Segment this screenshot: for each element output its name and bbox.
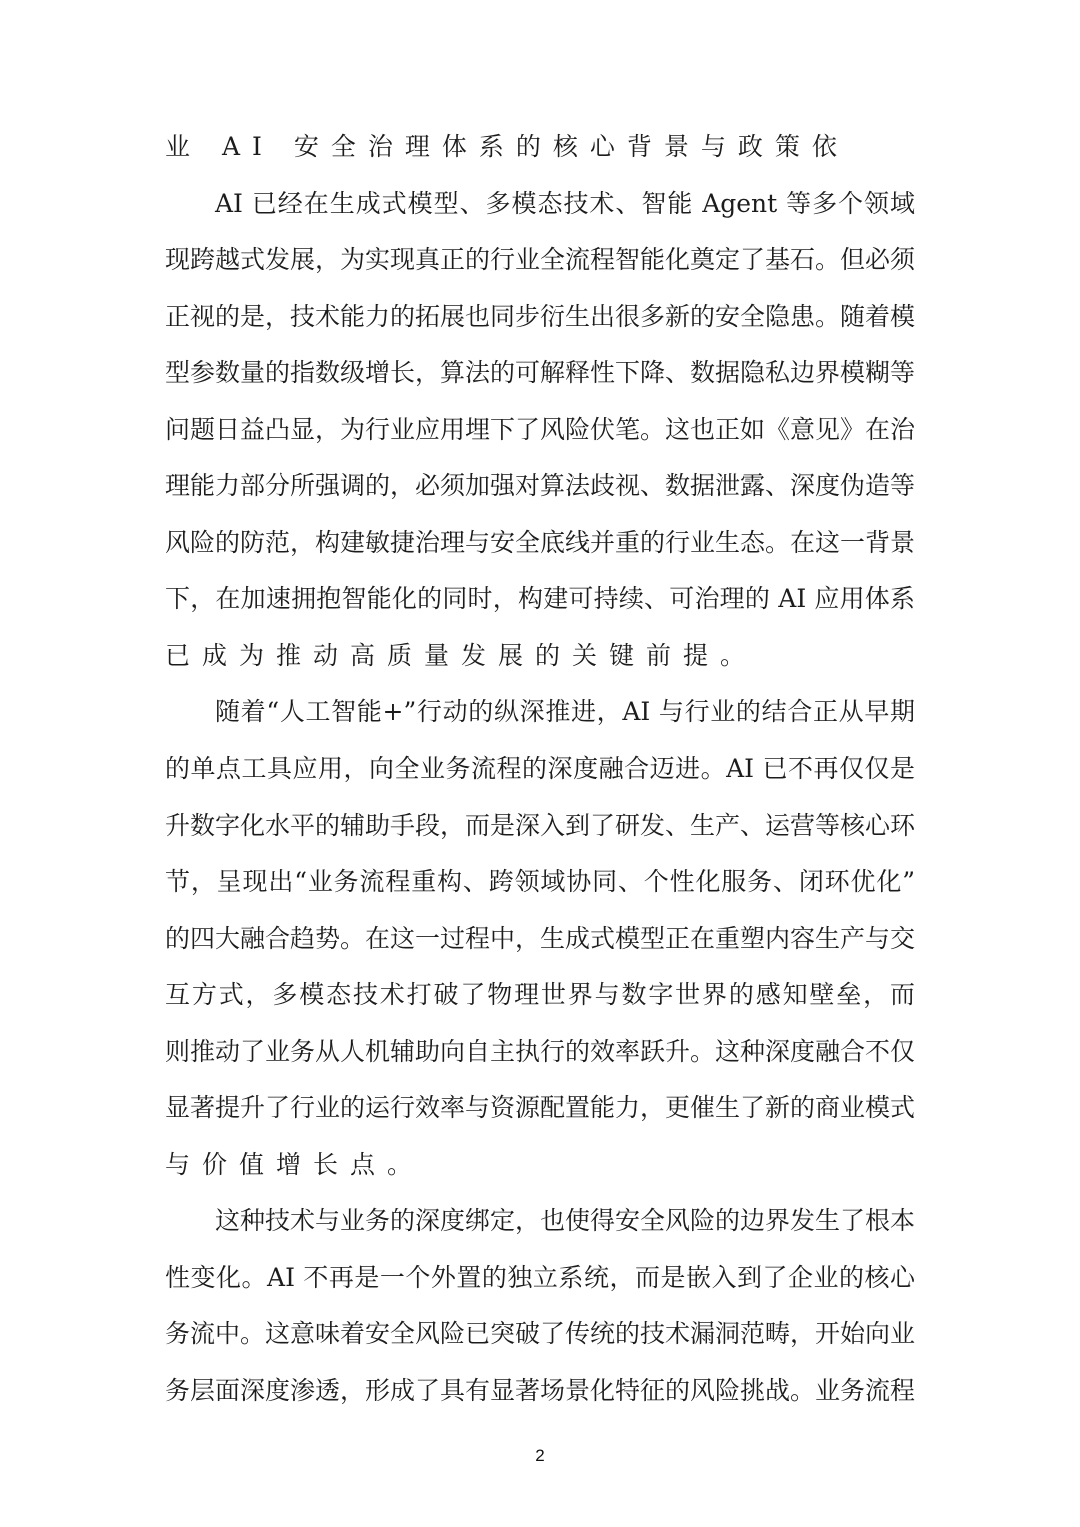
text-line: 业 AI 安全治理体系的核心背景与政策依	[165, 132, 849, 161]
text-line: 问题日益凸显，为行业应用埋下了风险伏笔。这也正如《意见》在治	[165, 414, 915, 444]
text-line: 则推动了业务从人机辅助向自主执行的效率跃升。这种深度融合不仅	[165, 1036, 915, 1066]
paragraph	[165, 1193, 915, 1419]
page-number: 2	[535, 1446, 545, 1465]
document-body	[165, 119, 915, 1420]
text-line: 下，在加速拥抱智能化的同时，构建可持续、可治理的 AI 应用体系	[165, 584, 915, 614]
text-line: 理能力部分所强调的，必须加强对算法歧视、数据泄露、深度伪造等	[165, 471, 915, 501]
text-line: AI 已经在生成式模型、多模态技术、智能 Agent 等多个领域	[215, 188, 915, 218]
paragraph	[165, 684, 915, 1193]
text-line: 务层面深度渗透，形成了具有显著场景化特征的风险挑战。业务流程	[165, 1376, 915, 1406]
text-line: 显著提升了行业的运行效率与资源配置能力，更催生了新的商业模式	[165, 1093, 915, 1123]
text-line: 这种技术与业务的深度绑定，也使得安全风险的边界发生了根本	[215, 1206, 915, 1236]
paragraph	[165, 176, 915, 685]
paragraph	[165, 119, 915, 176]
text-line: 随着“人工智能+”行动的纵深推进，AI 与行业的结合正从早期	[215, 697, 915, 727]
text-line: 的四大融合趋势。在这一过程中，生成式模型正在重塑内容生产与交	[165, 923, 915, 953]
text-line: 型参数量的指数级增长，算法的可解释性下降、数据隐私边界模糊等	[165, 358, 915, 388]
text-line: 与价值增长点。	[165, 1149, 425, 1179]
text-line: 节，呈现出“业务流程重构、跨领域协同、个性化服务、闭环优化”	[165, 867, 915, 897]
text-line: 风险的防范，构建敏捷治理与安全底线并重的行业生态。在这一背景	[165, 527, 915, 557]
text-line: 升数字化水平的辅助手段，而是深入到了研发、生产、运营等核心环	[165, 810, 915, 840]
text-line: 已成为推动高质量发展的关键前提。	[165, 640, 758, 670]
text-line: 互方式，多模态技术打破了物理世界与数字世界的感知壁垒，而	[165, 980, 915, 1010]
text-line: 现跨越式发展，为实现真正的行业全流程智能化奠定了基石。但必须	[165, 245, 915, 275]
text-line: 的单点工具应用，向全业务流程的深度融合迈进。AI 已不再仅仅是	[165, 754, 915, 784]
text-line: 正视的是，技术能力的拓展也同步衍生出很多新的安全隐患。随着模	[165, 301, 915, 331]
text-line: 性变化。AI 不再是一个外置的独立系统，而是嵌入到了企业的核心	[165, 1262, 915, 1292]
text-line: 务流中。这意味着安全风险已突破了传统的技术漏洞范畴，开始向业	[165, 1319, 915, 1349]
